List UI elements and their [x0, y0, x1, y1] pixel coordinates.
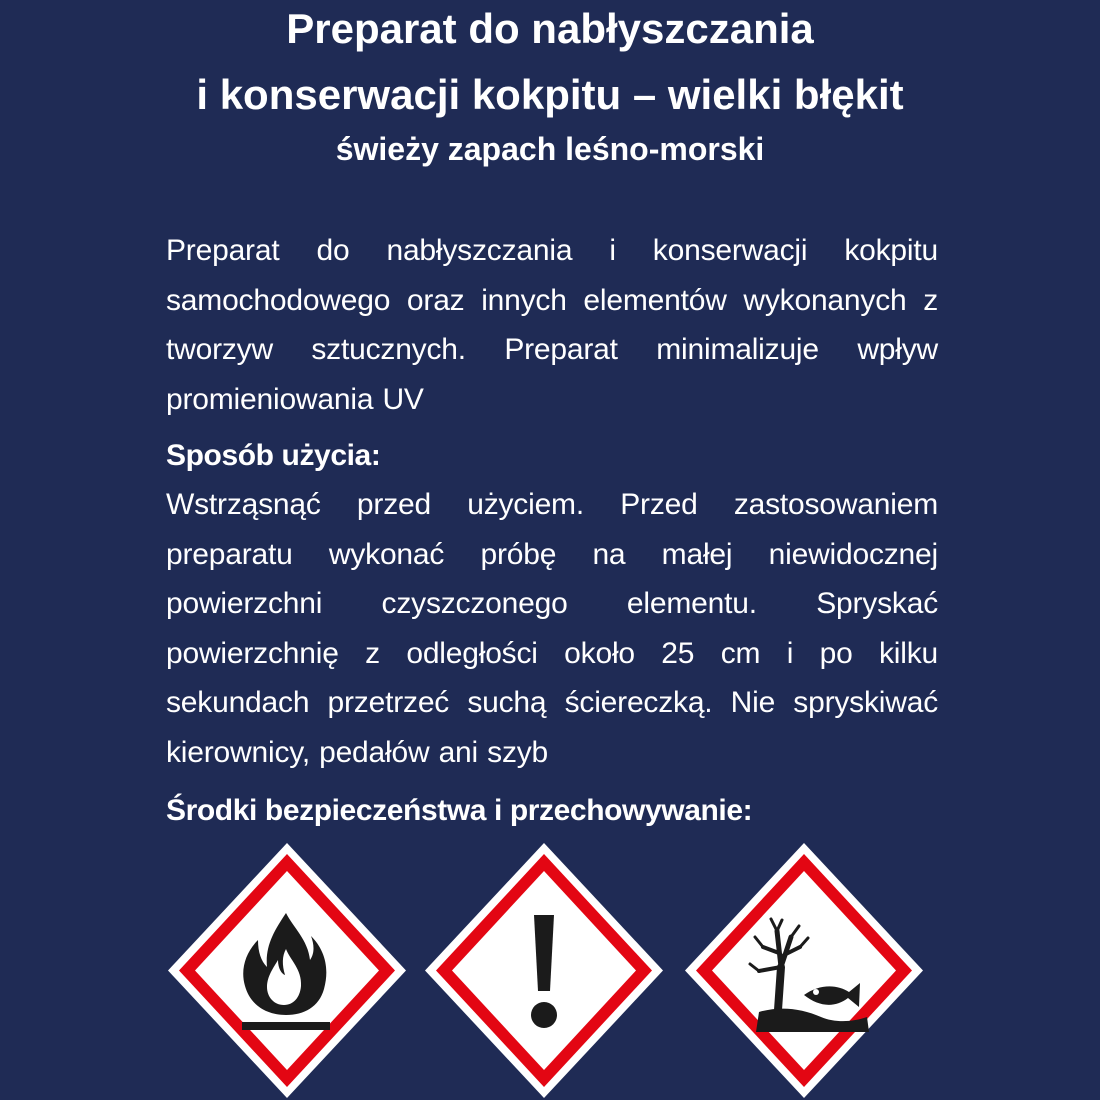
page-title-line-1: Preparat do nabłyszczania [286, 5, 814, 52]
exclamation-mark-icon [423, 841, 665, 1100]
usage-heading: Sposób użycia: [166, 439, 381, 472]
hazard-pictograms [166, 841, 926, 1100]
page-title-line-2: i konserwacji kokpitu – wielki błękit [196, 71, 904, 118]
usage-text: Wstrząsnąć przed użyciem. Przed zastosowaniem preparatu wykonać próbę na małej niewidocznej powierzchni czyszczonego elementu. Spryskać powierzchnię z odległości około 25 cm i po kilku sekundach przetrzeć suchą ściereczką. Nie spryskiwać kierownicy, pedałów ani szyb [166, 488, 938, 769]
description-text: Preparat do nabłyszczania i konserwacji kokpitu samochodowego oraz innych elementów wykonanych z tworzyw sztucznych. Preparat minimalizuje wpływ promieniowania UV [166, 234, 938, 416]
page-subtitle: świeży zapach leśno-morski [335, 131, 765, 167]
flammable-flame-icon [166, 841, 408, 1100]
description-section [166, 226, 938, 424]
safety-heading: Środki bezpieczeństwa i przechowywanie: [166, 794, 753, 827]
usage-section [166, 480, 938, 777]
environmental-hazard-icon [683, 841, 925, 1100]
